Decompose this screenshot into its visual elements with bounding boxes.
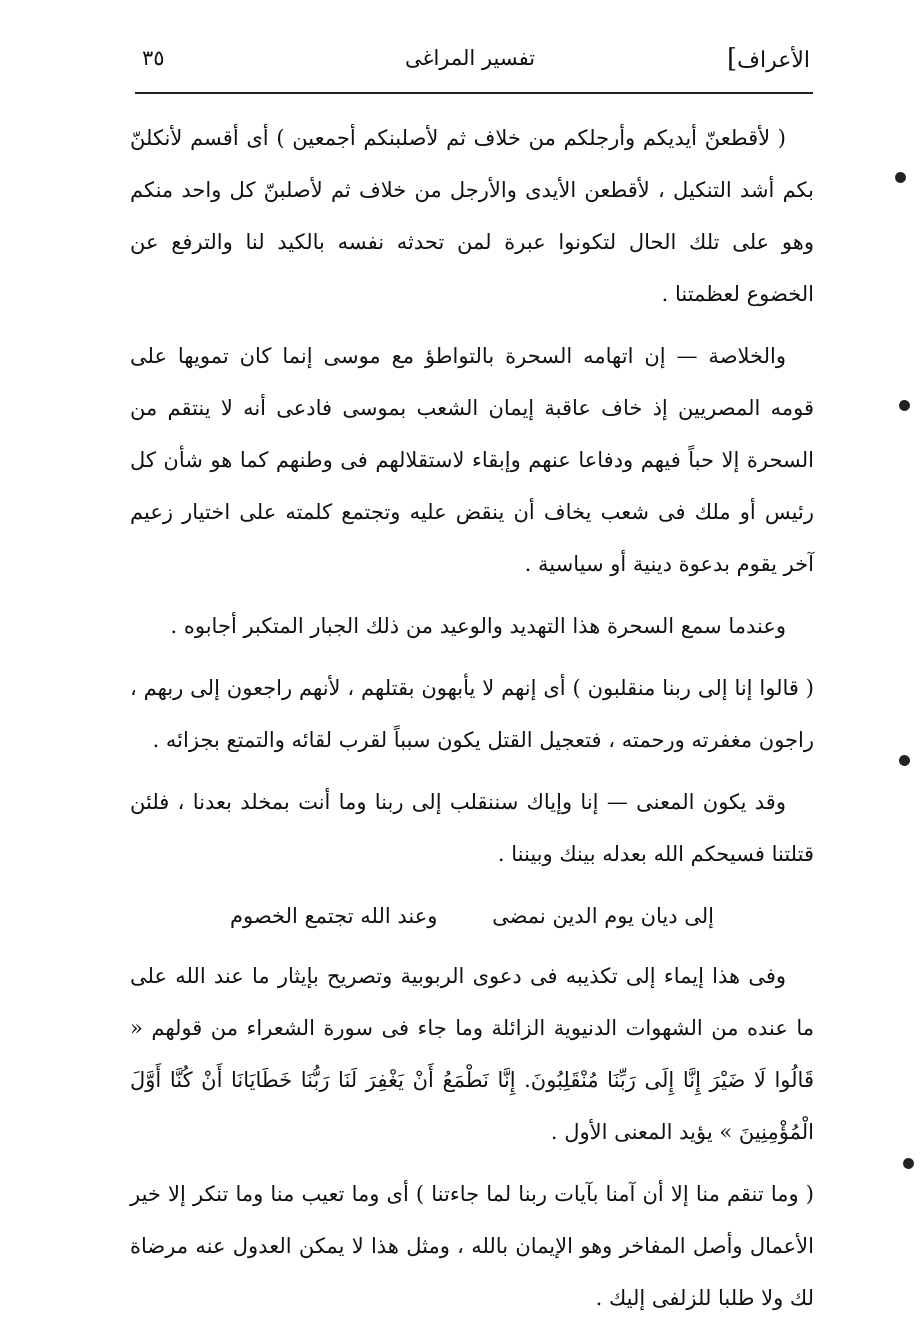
book-title: تفسير المراغى xyxy=(404,46,536,70)
header-bracket: ] xyxy=(727,44,738,74)
paragraph-7: ( وما تنقم منا إلا أن آمنا بآيات ربنا لما جاءتنا ) أى وما تعيب منا وما تنكر إلا خير الأعمال وأصل المفاخر وهو الإيمان بالله ، ومثل هذا لا يمكن العدول عنه مرضاة لك ولا طلبا للزلفى إليك . xyxy=(130,1182,814,1310)
poetry-verse xyxy=(130,890,814,942)
paragraph-6: وفى هذا إيماء إلى تكذيبه فى دعوى الربوبية وتصريح بإيثار ما عند الله على ما عنده من الشهوات الدنيوية الزائلة وما جاء فى سورة الشعراء من قولهم « قَالُوا لَا ضَيْرَ إِنَّا إِلَى رَبِّنَا مُنْقَلِبُونَ. إِنَّا نَطْمَعُ أَنْ يَغْفِرَ لَنَا رَبُّنَا خَطَايَانَا أَنْ كُنَّا أَوَّلَ الْمُؤْمِنِينَ » يؤيد المعنى الأول . xyxy=(130,964,814,1144)
margin-ink-mark xyxy=(897,398,911,412)
margin-ink-mark xyxy=(897,753,911,767)
page-number: ٣٥ xyxy=(142,46,165,70)
margin-ink-mark xyxy=(901,1156,915,1170)
verse-first-hemistich: إلى ديان يوم الدين نمضى xyxy=(492,904,715,928)
paragraph-4: ( قالوا إنا إلى ربنا منقلبون ) أى إنهم لا يأبهون بقتلهم ، لأنهم راجعون إلى ربهم ، راجون مغفرته ورحمته ، فتعجيل القتل يكون سبباً لقرب لقائه والتمتع بجزائه . xyxy=(130,676,814,752)
paragraph-2: والخلاصة — إن اتهامه السحرة بالتواطؤ مع موسى إنما كان تمويها على قومه المصريين إذ خاف عاقبة إيمان الشعب بموسى فادعى أنه لا ينتقم من السحرة إلا حباً فيهم ودفاعا عنهم وإبقاء لاستقلالهم فى وطنهم كما هو شأن كل رئيس أو ملك فى شعب يخاف أن ينقض عليه وتجتمع كلمته على اختيار زعيم آخر يقوم بدعوة دينية أو سياسية . xyxy=(130,344,814,576)
verse-second-hemistich: وعند الله تجتمع الخصوم xyxy=(229,904,438,928)
paragraph-3: وعندما سمع السحرة هذا التهديد والوعيد من ذلك الجبار المتكبر أجابوه . xyxy=(170,614,786,638)
margin-ink-mark xyxy=(893,170,907,184)
page-header xyxy=(130,40,810,82)
header-divider xyxy=(135,92,813,94)
paragraph-5: وقد يكون المعنى — إنا وإياك سننقلب إلى ربنا وما أنت بمخلد بعدنا ، فلئن قتلتنا فسيحكم الله بعدله بينك وبيننا . xyxy=(130,790,814,866)
body-text xyxy=(130,112,814,1334)
surah-label: الأعراف xyxy=(737,48,810,73)
paragraph-1: ( لأقطعنّ أيديكم وأرجلكم من خلاف ثم لأصلبنكم أجمعين ) أى أقسم لأنكلنّ بكم أشد التنكيل ، لأقطعن الأيدى والأرجل من خلاف ثم لأصلبنّ كل واحد منكم وهو على تلك الحال لتكونوا عبرة لمن تحدثه نفسه بالكيد لنا والترفع عن الخضوع لعظمتنا . xyxy=(130,126,814,306)
